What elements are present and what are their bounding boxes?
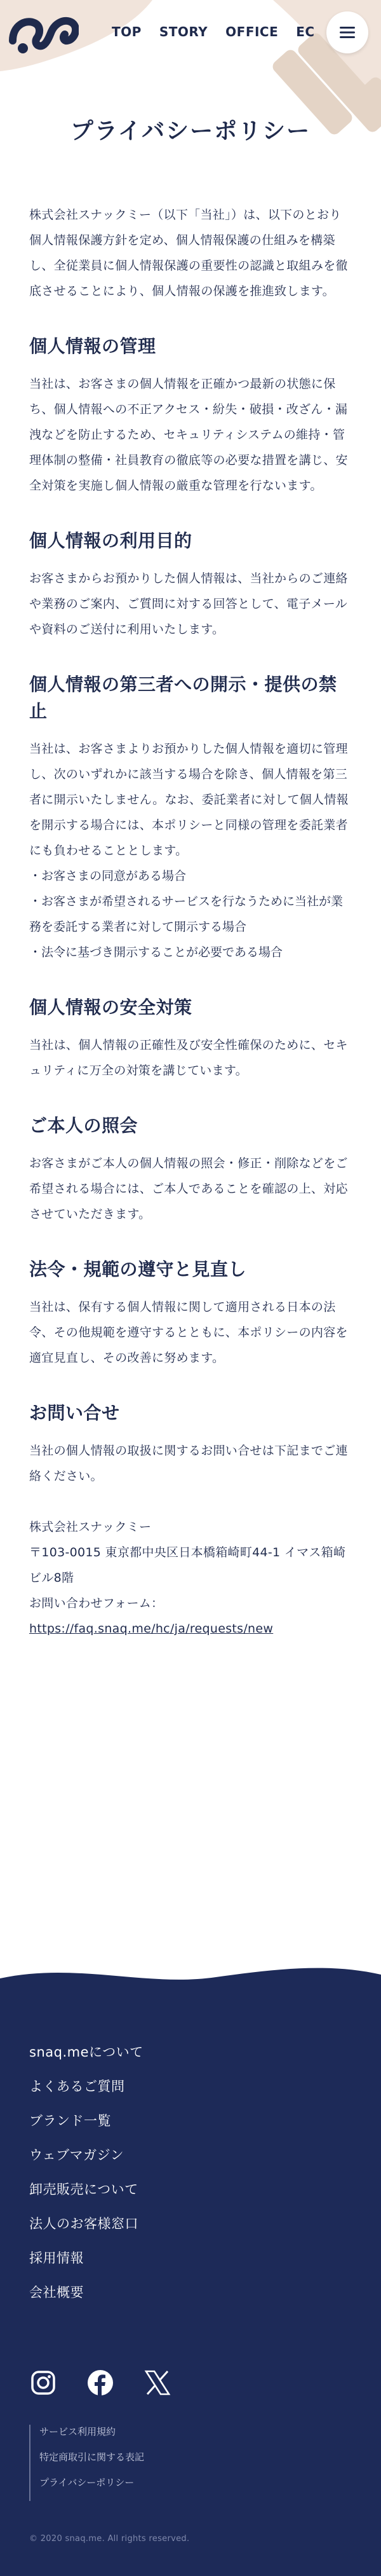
menu-button[interactable]: [326, 11, 368, 53]
section-contact: [29, 1400, 352, 1641]
nav-story[interactable]: STORY: [159, 24, 208, 39]
snaqme-logo[interactable]: [9, 14, 79, 55]
footer-link-faq[interactable]: よくあるご質問: [29, 2079, 125, 2094]
section-purpose: [29, 528, 352, 642]
nav-top[interactable]: TOP: [112, 24, 142, 39]
footer-commerce-law-link[interactable]: 特定商取引に関する表記: [39, 2451, 145, 2463]
section-body: お客さまからお預かりした個人情報は、当社からのご連絡や業務のご案内、ご質問に対する回答として、電子メールや資料のご送付に利用いたします。: [29, 572, 348, 636]
section-title: 個人情報の利用目的: [29, 530, 192, 551]
section-body: 当社は、保有する個人情報に関して適用される日本の法令、その他規範を遵守するとともに、本ポリシーの内容を適宜見直し、その改善に努めます。: [29, 1300, 348, 1365]
section-body: お客さまがご本人の個人情報の照会・修正・削除などをご希望される場合には、ご本人であることを確認の上、対応させていただきます。: [29, 1156, 348, 1221]
footer-privacy-link[interactable]: プライバシーポリシー: [39, 2477, 135, 2488]
global-nav: [112, 24, 333, 39]
hamburger-icon: [340, 27, 355, 38]
social-links: [29, 2369, 171, 2397]
section-title: 法令・規範の遵守と見直し: [29, 1259, 247, 1280]
section-body: 当社は、お客さまの個人情報を正確かつ最新の状態に保ち、個人情報への不正アクセス・紛失・破損・改ざん・漏洩などを防止するため、セキュリティシステムの維持・管理体制の整備・社員教育の徹底等の必要な措置を講じ、安全対策を実施し個人情報の厳重な管理を行ないます。: [29, 377, 348, 493]
footer: [0, 1966, 381, 2576]
copyright: © 2020 snaq.me. All rights reserved.: [29, 2534, 190, 2544]
header: [0, 0, 381, 150]
x-icon[interactable]: [144, 2369, 171, 2397]
footer-link-brands[interactable]: ブランド一覧: [29, 2113, 111, 2128]
footer-sub-links: [29, 2425, 144, 2501]
page-title: プライバシーポリシー: [70, 118, 311, 144]
intro-paragraph: 株式会社スナックミー（以下「当社」）は、以下のとおり個人情報保護方針を定め、個人情報保護の仕組みを構築し、全従業員に個人情報保護の重要性の認識と取組みを徹底させることにより、個人情報の保護を推進致します。: [29, 208, 348, 298]
disclosure-exceptions-list: [29, 863, 352, 965]
footer-link-recruit[interactable]: 採用情報: [29, 2251, 84, 2266]
footer-nav: [29, 2042, 144, 2317]
contact-form-link[interactable]: https://faq.snaq.me/hc/ja/requests/new: [29, 1622, 274, 1636]
section-security: [29, 994, 352, 1083]
list-item: ・法令に基づき開示することが必要である場合: [29, 945, 283, 959]
footer-link-wholesale[interactable]: 卸売販売について: [29, 2182, 138, 2197]
section-body: 当社は、お客さまよりお預かりした個人情報を適切に管理し、次のいずれかに該当する場合を除き、個人情報を第三者に開示いたしません。なお、委託業者に対して個人情報を開示する場合には、本ポリシーと同様の管理を委託業者にも負わせることとします。: [29, 742, 349, 858]
section-compliance: [29, 1256, 352, 1371]
main-content: [0, 150, 381, 1641]
footer-link-magazine[interactable]: ウェブマガジン: [29, 2148, 124, 2163]
footer-link-company[interactable]: 会社概要: [29, 2285, 84, 2300]
facebook-icon[interactable]: [86, 2369, 114, 2397]
footer-link-about[interactable]: snaq.meについて: [29, 2045, 144, 2060]
section-disclosure: [29, 671, 352, 965]
section-management: [29, 333, 352, 498]
section-body: 当社は、個人情報の正確性及び安全性確保のために、セキュリティに万全の対策を講じています。: [29, 1038, 348, 1078]
section-title: 個人情報の管理: [29, 336, 156, 357]
section-title: お問い合せ: [29, 1402, 120, 1423]
contact-block: [29, 1514, 352, 1641]
list-item: ・お客さまが希望されるサービスを行なうために当社が業務を委託する業者に対して開示する場合: [29, 894, 344, 934]
section-body: 当社の個人情報の取扱に関するお問い合せは下記までご連絡ください。: [29, 1444, 348, 1483]
list-item: ・お客さまの同意がある場合: [29, 869, 187, 883]
footer-link-corporate[interactable]: 法人のお客様窓口: [29, 2216, 138, 2231]
section-inquiry-by-person: [29, 1113, 352, 1227]
company-name: 株式会社スナックミー: [29, 1520, 152, 1534]
contact-form-label: お問い合わせフォーム：: [29, 1596, 164, 1610]
nav-ec[interactable]: EC: [296, 24, 315, 39]
nav-office[interactable]: OFFICE: [225, 24, 279, 39]
company-address: 〒103-0015 東京都中央区日本橋箱崎町44-1 イマス箱崎ビル8階: [29, 1545, 346, 1585]
section-title: 個人情報の第三者への開示・提供の禁止: [29, 674, 337, 722]
footer-terms-link[interactable]: サービス利用規約: [39, 2426, 116, 2437]
instagram-icon[interactable]: [29, 2369, 57, 2397]
section-title: ご本人の照会: [29, 1115, 138, 1136]
section-title: 個人情報の安全対策: [29, 997, 192, 1018]
